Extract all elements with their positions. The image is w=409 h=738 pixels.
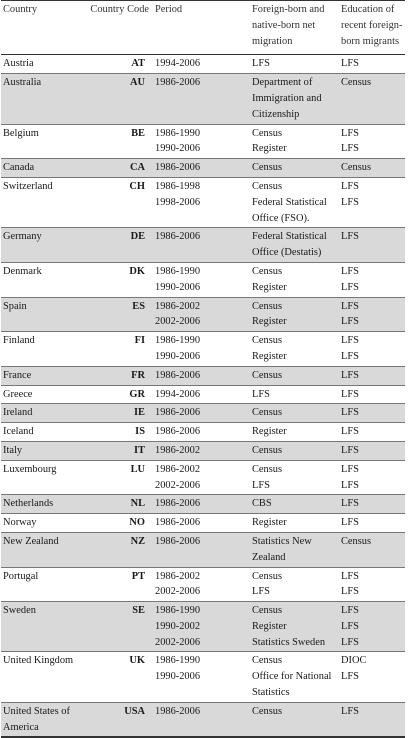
net-migration-source-line: Census (252, 369, 283, 381)
education-source-line: LFS (341, 265, 359, 277)
education-source-line: LFS (341, 350, 359, 362)
country-cell: France (1, 366, 87, 385)
net-migration-source-line: Census (252, 463, 283, 475)
table-header (1, 1, 405, 55)
period-line: 1994-2006 (155, 58, 201, 70)
country-code-cell: LU (130, 463, 145, 475)
net-migration-source-line: Department of Immigration and Citizenship (252, 77, 322, 120)
education-source-line: LFS (341, 281, 359, 293)
country-cell: Netherlands (1, 495, 87, 514)
period-line: 1998-2006 (155, 196, 201, 208)
net-migration-source-line: Census (252, 655, 283, 667)
period-cell (153, 74, 250, 124)
net-migration-source-cell (250, 262, 339, 297)
country-cell: Denmark (3, 265, 42, 277)
education-source-line: LFS (341, 58, 359, 70)
period-line: 1986-1990 (155, 265, 201, 277)
country-cell: Portugal (3, 570, 39, 582)
country-cell: Belgium (3, 127, 39, 139)
net-migration-source-line: Federal Statistical Office (FSO). (252, 196, 327, 224)
table-row (1, 702, 405, 737)
period-cell (153, 460, 250, 495)
education-source-cell (339, 262, 405, 297)
period-line: 1990-2006 (155, 350, 201, 362)
country-code-cell: IT (87, 441, 153, 460)
education-source-line: LFS (341, 620, 359, 632)
table-row (1, 495, 405, 514)
education-source-cell (339, 159, 405, 178)
table-row (1, 74, 405, 124)
table-row (1, 514, 405, 533)
country-cell: United States of America (1, 702, 87, 737)
country-code-cell: PT (131, 570, 145, 582)
net-migration-source-cell (250, 567, 339, 602)
period-cell (153, 532, 250, 567)
table-row (1, 652, 405, 702)
period-line: 2002-2006 (155, 586, 201, 598)
period-line: 1986-2002 (155, 570, 201, 582)
education-source-line: LFS (341, 407, 359, 419)
net-migration-source-cell (250, 332, 339, 367)
net-migration-source-line: Federal Statistical Office (Destatis) (252, 231, 327, 259)
country-code-cell: BE (131, 127, 145, 139)
table-row (1, 385, 405, 404)
education-source-line: LFS (341, 196, 359, 208)
table-row (1, 55, 405, 74)
education-source-line: LFS (341, 127, 359, 139)
education-source-line: LFS (341, 335, 359, 347)
education-source-line: LFS (341, 369, 359, 381)
period-cell (153, 441, 250, 460)
education-source-line: LFS (341, 671, 359, 683)
period-cell (153, 297, 250, 332)
education-source-line: LFS (341, 143, 359, 155)
header-net-migration-source: Foreign-born and native-born net migration (252, 4, 325, 47)
net-migration-source-line: Census (252, 265, 283, 277)
country-cell: Germany (1, 228, 87, 263)
period-cell (153, 652, 250, 702)
net-migration-source-cell (250, 532, 339, 567)
country-code-cell: IE (87, 404, 153, 423)
net-migration-source-cell (250, 385, 339, 404)
period-line: 1986-2006 (155, 705, 201, 717)
period-line: 1986-2006 (155, 535, 201, 547)
period-line: 1986-1990 (155, 335, 201, 347)
country-cell: Austria (3, 58, 34, 70)
country-cell: New Zealand (1, 532, 87, 567)
education-source-line: LFS (341, 180, 359, 192)
period-line: 1986-2006 (155, 498, 201, 510)
net-migration-source-line: Register (252, 281, 287, 293)
header-country: Country (3, 4, 38, 15)
education-source-cell (339, 404, 405, 423)
net-migration-source-cell (250, 514, 339, 533)
net-migration-source-line: Register (252, 620, 287, 632)
education-source-line: LFS (341, 444, 359, 456)
period-line: 1986-1990 (155, 127, 201, 139)
education-source-line: LFS (341, 231, 359, 243)
country-code-cell: ES (87, 297, 153, 332)
net-migration-source-cell (250, 55, 339, 74)
table-row (1, 532, 405, 567)
education-source-cell (339, 228, 405, 263)
education-source-line: LFS (341, 570, 359, 582)
net-migration-source-line: Statistics New Zealand (252, 535, 312, 563)
country-cell: Greece (3, 388, 33, 400)
education-source-cell (339, 385, 405, 404)
period-line: 1986-2006 (155, 517, 201, 529)
period-cell (153, 423, 250, 442)
education-source-line: LFS (341, 463, 359, 475)
net-migration-source-line: LFS (252, 479, 270, 491)
net-migration-source-cell (250, 460, 339, 495)
country-code-cell: UK (129, 655, 145, 667)
table-row (1, 124, 405, 159)
education-source-cell (339, 177, 405, 227)
country-code-cell: AU (87, 74, 153, 124)
net-migration-source-line: Census (252, 300, 283, 312)
education-source-cell (339, 652, 405, 702)
header-row (1, 1, 405, 55)
education-source-line: LFS (341, 705, 359, 717)
education-source-line: LFS (341, 586, 359, 598)
net-migration-source-cell (250, 124, 339, 159)
net-migration-source-line: LFS (252, 58, 270, 70)
country-code-cell: GR (129, 388, 145, 400)
education-source-line: DIOC (341, 655, 367, 667)
net-migration-source-line: Census (252, 335, 283, 347)
net-migration-source-cell (250, 404, 339, 423)
period-line: 1986-2002 (155, 444, 201, 456)
table-row (1, 441, 405, 460)
education-source-cell (339, 532, 405, 567)
education-source-cell (339, 495, 405, 514)
table-row (1, 567, 405, 602)
country-cell: Switzerland (3, 180, 53, 192)
data-sources-table (1, 0, 405, 738)
period-cell (153, 567, 250, 602)
net-migration-source-line: Register (252, 517, 287, 529)
table-row (1, 460, 405, 495)
net-migration-source-cell (250, 74, 339, 124)
table-row (1, 177, 405, 227)
country-cell: Italy (1, 441, 87, 460)
net-migration-source-line: Census (252, 180, 283, 192)
country-cell: United Kingdom (3, 655, 74, 667)
net-migration-source-cell (250, 441, 339, 460)
net-migration-source-line: Census (252, 127, 283, 139)
education-source-line: LFS (341, 426, 359, 438)
period-line: 1986-1990 (155, 655, 201, 667)
education-source-cell (339, 297, 405, 332)
education-source-line: Census (341, 535, 372, 547)
net-migration-source-cell (250, 602, 339, 652)
net-migration-source-line: Census (252, 444, 283, 456)
country-code-cell: CH (129, 180, 145, 192)
net-migration-source-cell (250, 228, 339, 263)
education-source-line: LFS (341, 605, 359, 617)
education-source-cell (339, 74, 405, 124)
net-migration-source-cell (250, 652, 339, 702)
period-cell (153, 332, 250, 367)
education-source-line: LFS (341, 498, 359, 510)
net-migration-source-line: Register (252, 426, 287, 438)
education-source-cell (339, 441, 405, 460)
period-line: 1986-1990 (155, 605, 201, 617)
period-line: 1986-2006 (155, 407, 201, 419)
period-cell (153, 366, 250, 385)
education-source-cell (339, 423, 405, 442)
period-line: 2002-2006 (155, 479, 201, 491)
education-source-line: Census (341, 162, 372, 174)
country-code-cell: CA (87, 159, 153, 178)
period-cell (153, 404, 250, 423)
table-row (1, 262, 405, 297)
table-row (1, 332, 405, 367)
net-migration-source-line: Census (252, 605, 283, 617)
table-row (1, 366, 405, 385)
period-cell (153, 177, 250, 227)
net-migration-source-line: Census (252, 570, 283, 582)
net-migration-source-line: Office for National Statistics (252, 671, 332, 699)
table-row (1, 297, 405, 332)
header-period: Period (155, 4, 183, 15)
country-code-cell: NO (129, 517, 145, 529)
country-code-cell: NZ (87, 532, 153, 567)
net-migration-source-line: CBS (252, 498, 272, 510)
period-line: 1986-2006 (155, 231, 201, 243)
net-migration-source-line: Register (252, 316, 287, 328)
country-code-cell: SE (87, 602, 153, 652)
education-source-cell (339, 55, 405, 74)
period-cell (153, 702, 250, 737)
net-migration-source-cell (250, 423, 339, 442)
net-migration-source-line: Statistics Sweden (252, 636, 326, 648)
table-row (1, 602, 405, 652)
country-code-cell: AT (131, 58, 145, 70)
country-code-cell: IS (135, 426, 145, 438)
period-cell (153, 602, 250, 652)
net-migration-source-line: Census (252, 407, 283, 419)
table-row (1, 228, 405, 263)
period-line: 2002-2006 (155, 636, 201, 648)
period-line: 1990-2006 (155, 143, 201, 155)
country-code-cell: FI (134, 335, 145, 347)
country-cell: Sweden (1, 602, 87, 652)
net-migration-source-line: LFS (252, 388, 270, 400)
education-source-line: Census (341, 77, 372, 89)
education-source-line: LFS (341, 388, 359, 400)
period-cell (153, 262, 250, 297)
table-row (1, 159, 405, 178)
country-cell: Spain (1, 297, 87, 332)
country-code-cell: DE (87, 228, 153, 263)
period-cell (153, 159, 250, 178)
education-source-cell (339, 702, 405, 737)
period-cell (153, 124, 250, 159)
education-source-cell (339, 124, 405, 159)
net-migration-source-line: Register (252, 143, 287, 155)
period-line: 1986-2006 (155, 426, 201, 438)
net-migration-source-cell (250, 159, 339, 178)
net-migration-source-cell (250, 297, 339, 332)
period-line: 1990-2002 (155, 620, 201, 632)
net-migration-source-cell (250, 177, 339, 227)
country-cell: Norway (3, 517, 37, 529)
period-line: 1986-2006 (155, 77, 201, 89)
table-row (1, 423, 405, 442)
education-source-cell (339, 332, 405, 367)
education-source-cell (339, 366, 405, 385)
period-line: 1986-1998 (155, 180, 201, 192)
education-source-cell (339, 460, 405, 495)
country-code-cell: DK (129, 265, 145, 277)
net-migration-source-line: Census (252, 705, 283, 717)
education-source-line: LFS (341, 300, 359, 312)
period-line: 1990-2006 (155, 281, 201, 293)
country-code-cell: USA (87, 702, 153, 737)
country-cell: Iceland (3, 426, 34, 438)
net-migration-source-cell (250, 495, 339, 514)
net-migration-source-line: LFS (252, 586, 270, 598)
country-code-cell: NL (87, 495, 153, 514)
country-code-cell: FR (87, 366, 153, 385)
country-cell: Finland (3, 335, 35, 347)
table-row (1, 404, 405, 423)
period-line: 1986-2006 (155, 162, 201, 174)
net-migration-source-line: Census (252, 162, 283, 174)
period-cell (153, 385, 250, 404)
net-migration-source-cell (250, 366, 339, 385)
header-country-code: Country Code (90, 4, 149, 15)
country-cell: Australia (1, 74, 87, 124)
period-cell (153, 514, 250, 533)
period-line: 1986-2002 (155, 300, 201, 312)
education-source-line: LFS (341, 517, 359, 529)
period-cell (153, 228, 250, 263)
education-source-cell (339, 567, 405, 602)
country-cell: Ireland (1, 404, 87, 423)
period-cell (153, 495, 250, 514)
country-cell: Luxembourg (3, 463, 57, 475)
header-education-source: Education of recent foreign-born migrants (341, 4, 403, 47)
country-cell: Canada (1, 159, 87, 178)
period-line: 1986-2002 (155, 463, 201, 475)
period-line: 1994-2006 (155, 388, 201, 400)
table-body (1, 55, 405, 738)
education-source-cell (339, 602, 405, 652)
period-line: 1986-2006 (155, 369, 201, 381)
education-source-line: LFS (341, 316, 359, 328)
net-migration-source-line: Register (252, 350, 287, 362)
education-source-cell (339, 514, 405, 533)
education-source-line: LFS (341, 636, 359, 648)
period-line: 2002-2006 (155, 316, 201, 328)
education-source-line: LFS (341, 479, 359, 491)
net-migration-source-cell (250, 702, 339, 737)
period-line: 1990-2006 (155, 671, 201, 683)
period-cell (153, 55, 250, 74)
